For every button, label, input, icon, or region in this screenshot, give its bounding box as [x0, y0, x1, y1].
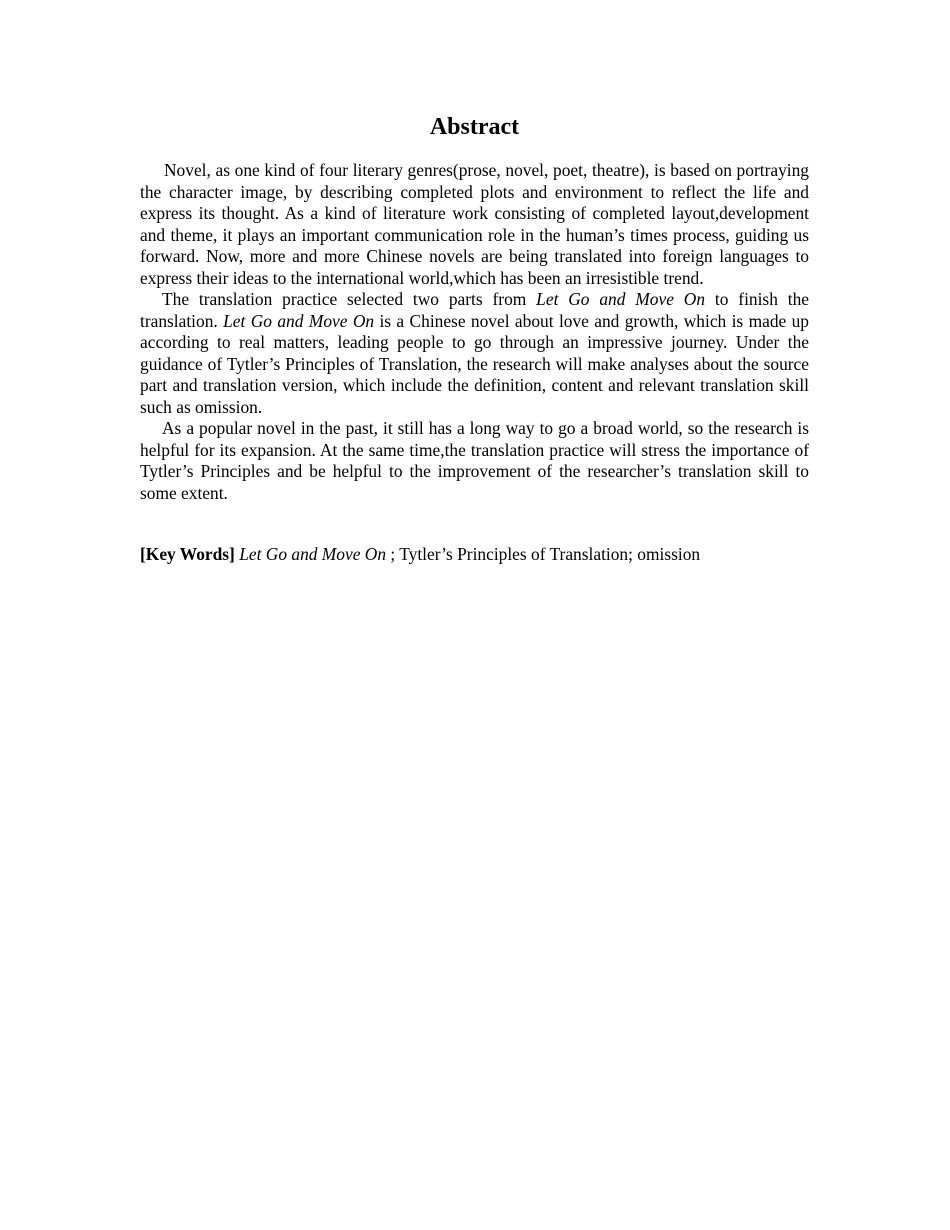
keywords-label: [Key Words]: [140, 544, 235, 564]
page-title: Abstract: [429, 114, 520, 140]
paragraph-text: Novel, as one kind of four literary genres(prose, novel, poet, theatre), is based on portraying the character image, by describing completed plots and environment to reflect the life and express its thought. As a kind of literature work consisting of completed layout,development and theme, it plays an important communication role in the human’s times process, guiding us forward. Now, more and more Chinese novels are being translated into foreign languages to express their ideas to the international world,which has been an irresistible trend.: [140, 160, 809, 288]
paragraph-text: As a popular novel in the past, it still has a long way to go a broad world, so the research is helpful for its expansion. At the same time,the translation practice will stress the importance of Tytler’s Principles and be helpful to the improvement of the researcher’s translation skill to some extent.: [140, 418, 809, 503]
abstract-body: [140, 160, 809, 504]
keyword-novel-title: Let Go and Move On: [239, 544, 387, 564]
keyword-list: ; Tytler’s Principles of Translation; omission: [386, 544, 701, 564]
abstract-paragraph: [140, 289, 809, 418]
keywords-line: [140, 544, 809, 566]
novel-title-text: Let Go and Move On: [536, 289, 706, 309]
abstract-paragraph: [140, 160, 809, 289]
abstract-page: [140, 112, 809, 566]
novel-title-text: Let Go and Move On: [223, 310, 375, 331]
paragraph-text: The translation practice selected two parts from: [162, 289, 537, 309]
paragraph-text: to finish the translation.: [140, 289, 810, 331]
abstract-paragraph: [140, 418, 809, 504]
paragraph-text: is a Chinese novel about love and growth, which is made up according to real matters, leading people to go through an impressive journey. Under the guidance of Tytler’s Principles of Translation, the research will make analyses about the source part and translation version, which include the definition, content and relevant translation skill such as omission.: [140, 310, 810, 417]
